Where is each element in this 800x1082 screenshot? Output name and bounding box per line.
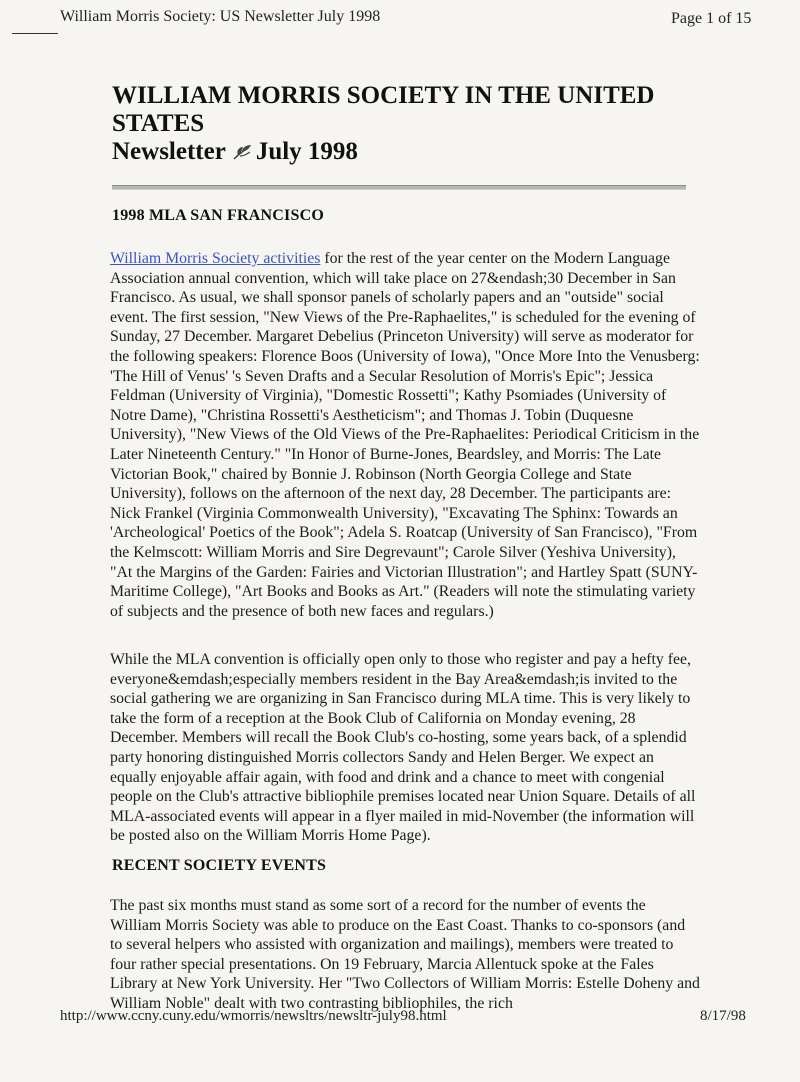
title-separator xyxy=(112,185,686,190)
document-title: William Morris Society: US Newsletter July 1998 xyxy=(60,8,381,25)
newsletter-line xyxy=(112,138,358,166)
newsletter-title xyxy=(112,82,712,166)
paragraph-mla-panels xyxy=(110,249,700,621)
newsletter-label: Newsletter xyxy=(112,138,226,165)
header-rule xyxy=(12,33,58,34)
paragraph-text: for the rest of the year center on the Modern Language Association annual convention, which will take place on 27&endash;30 December in San Francisco. As usual, we shall sponsor panels of scholarly papers and an "outside" social event. The first session, "New Views of the Pre-Raphaelites," is scheduled for the evening of Sunday, 27 December. Margaret Debelius (Princeton University) will serve as moderator for the following speakers: Florence Boos (University of Iowa), "Once More Into the Venusberg: 'The Hill of Venus' 's Seven Drafts and a Secular Resolution of Morris's Epic"; Jessica Feldman (University of Virginia), "Domestic Rossetti"; Kathy Psomiades (University of Notre Dame), "Christina Rossetti's Aestheticism"; and Thomas J. Tobin (Duquesne University), "New Views of the Old Views of the Pre-Raphaelites: Periodical Criticism in the Later Nineteenth Century." "In Honor of Burne-Jones, Beardsley, and Morris: The Late Victorian Book," chaired by Bonnie J. Robinson (North Georgia College and State University), follows on the afternoon of the next day, 28 December. The participants are: Nick Frankel (Virginia Commonwealth University), "Excavating The Sphinx: Towards an 'Archeological' Poetics of the Book"; Adela S. Roatcap (University of San Francisco), "From the Kelmscott: William Morris and Sire Degrevaunt"; Carole Silver (Yeshiva University), "At the Margins of the Garden: Fairies and Victorian Illustration"; and Hartley Spatt (SUNY-Maritime College), "Art Books and Books as Art." (Readers will note the stimulating variety of subjects and the presence of both new faces and regulars.) xyxy=(110,250,700,620)
page-indicator: Page 1 of 15 xyxy=(671,10,752,27)
title-line: WILLIAM MORRIS SOCIETY IN THE UNITED STATES xyxy=(112,82,655,137)
society-activities-link[interactable]: William Morris Society activities xyxy=(110,250,321,267)
paragraph-recent-events: The past six months must stand as some sort of a record for the number of events the William Morris Society was able to produce on the East Coast. Thanks to co-sponsors (and to several helpers who assisted with organization and mailings), members were treated to four rather special presentations. On 19 February, Marcia Allentuck spoke at the Fales Library at New York University. Her "Two Collectors of William Morris: Estelle Doheny and William Noble" dealt with two contrasting bibliophiles, the rich xyxy=(110,897,700,1012)
newsletter-date: July 1998 xyxy=(255,138,358,165)
section-heading-recent-events: RECENT SOCIETY EVENTS xyxy=(112,857,327,874)
leaf-ornament-icon xyxy=(232,143,254,161)
footer-date: 8/17/98 xyxy=(700,1008,746,1024)
section-heading-mla: 1998 MLA SAN FRANCISCO xyxy=(112,207,324,224)
paragraph-mla-social: While the MLA convention is officially open only to those who register and pay a hefty fee, everyone&emdash;especially members resident in the Bay Area&emdash;is invited to the social gathering we are organizing in San Francisco during MLA time. This is very likely to take the form of a reception at the Book Club of California on Monday evening, 28 December. Members will recall the Book Club's co-hosting, some years back, of a splendid party honoring distinguished Morris collectors Sandy and Helen Berger. We expect an equally enjoyable affair again, with food and drink and a chance to meet with congenial people on the Club's attractive bibliophile premises located near Union Square. Details of all MLA-associated events will appear in a flyer mailed in mid-November (the information will be posted also on the William Morris Home Page). xyxy=(110,651,696,845)
footer-url: http://www.ccny.cuny.edu/wmorris/newsltrs/newsltr-july98.html xyxy=(60,1008,447,1024)
